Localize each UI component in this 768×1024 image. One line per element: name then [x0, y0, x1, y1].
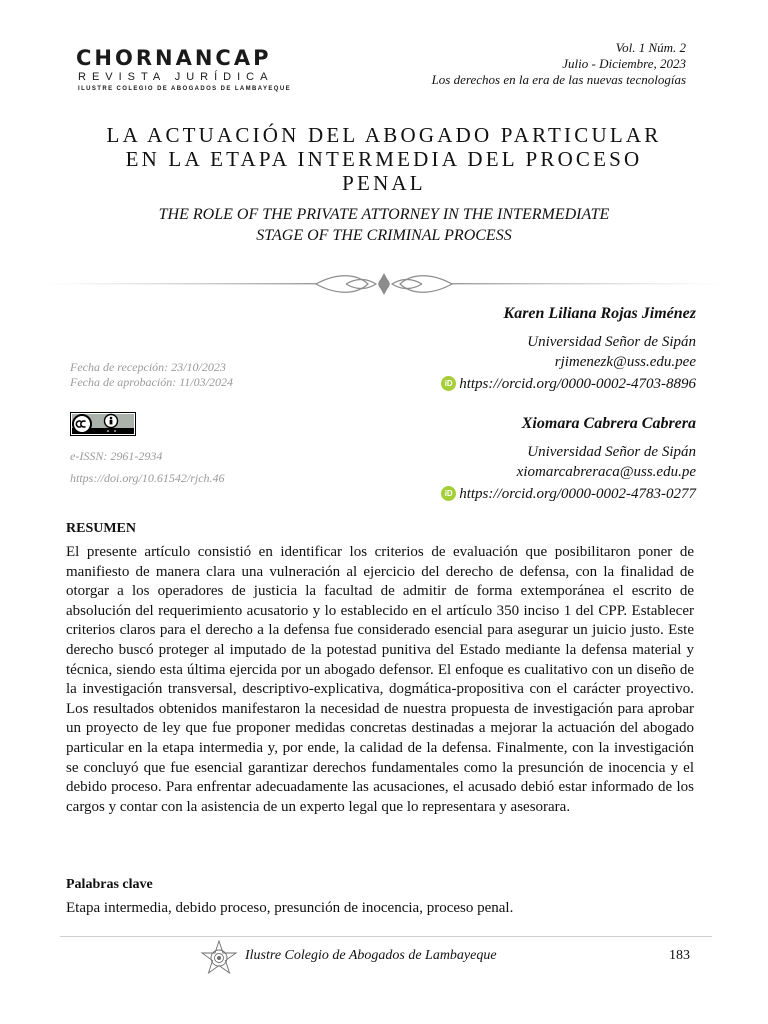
issue-period: Julio - Diciembre, 2023: [562, 56, 686, 71]
journal-publisher-line: ILUSTRE COLEGIO DE ABOGADOS DE LAMBAYEQUE: [78, 86, 291, 92]
orcid-icon: iD: [441, 376, 456, 391]
author-name: Xiomara Cabrera Cabrera: [521, 415, 696, 432]
author-2: [441, 414, 696, 504]
issue-info: [432, 40, 686, 88]
footer-institution: Ilustre Colegio de Abogados de Lambayeque: [245, 948, 497, 963]
keywords-text: Etapa intermedia, debido proceso, presunción de inocencia, proceso penal.: [66, 900, 514, 916]
author-1: [441, 304, 696, 394]
approved-date: Fecha de aprobación: 11/03/2024: [70, 375, 233, 389]
author-name: Karen Liliana Rojas Jiménez: [503, 305, 696, 322]
article-dates: [70, 360, 233, 390]
ornamental-divider: [46, 267, 722, 301]
abstract-heading: RESUMEN: [66, 521, 137, 536]
article-identifiers: [70, 445, 225, 489]
article-title-english-line-1: THE ROLE OF THE PRIVATE ATTORNEY IN THE INTERMEDIATE: [158, 206, 610, 223]
author-email[interactable]: rjimenezk@uss.edu.pee: [554, 354, 696, 370]
received-date: Fecha de recepción: 23/10/2023: [70, 360, 226, 374]
article-title-line-2: EN LA ETAPA INTERMEDIA DEL PROCESO: [125, 147, 643, 171]
author-affiliation: Universidad Señor de Sipán: [527, 444, 696, 460]
article-title-english-line-2: STAGE OF THE CRIMINAL PROCESS: [256, 227, 512, 244]
author-affiliation: Universidad Señor de Sipán: [527, 334, 696, 350]
journal-subtitle: REVISTA JURÍDICA: [78, 71, 274, 83]
author-email[interactable]: xiomarcabreraca@uss.edu.pe: [516, 464, 696, 480]
issue-volume: Vol. 1 Núm. 2: [615, 40, 686, 55]
abstract-text: El presente artículo consistió en identificar los criterios de evaluación que posibilitaron poner de manifiesto de manera clara una vulneración al ejercicio del derecho de defensa, con la finalidad de otorgar a los operadores de justicia la facultad de admitir de forma extemporánea el escrito de absolución del requerimiento acusatorio y lo establecido en el artículo 350 inciso 1 del CPP. Establecer criterios claros para el derecho a la defensa fue considerado esencial para asegurar un juicio justo. Este derecho buscó proteger al imputado de la potestad punitiva del Estado mediante la defensa material y técnica, siendo esta última ejercida por un abogado defensor. El enfoque es cualitativo con un diseño de la investigación transversal, descriptivo-explicativa, dogmática-propositiva con el carácter proyectivo. Los resultados obtenidos manifestaron la necesidad de nuestra propuesta de investigación para aprobar un proyecto de ley que fue proponer medidas concretas destinadas a mejorar la actuación del abogado particular en la etapa intermedia y, por ende, la calidad de la defensa. Finalmente, con la investigación se concluyó que fue esencial garantizar derechos fundamentales como la presunción de inocencia y el debido proceso. Para enfrentar adecuadamente las acusaciones, el acusado debió estar informado de los cargos y contar con la asistencia de un experto legal que lo representara y asesorara.: [66, 544, 694, 815]
doi-link[interactable]: https://doi.org/10.61542/rjch.46: [70, 471, 225, 485]
author-orcid-link[interactable]: https://orcid.org/0000-0002-4783-0277: [459, 485, 696, 502]
article-title-english: [60, 204, 708, 246]
orcid-icon: iD: [441, 486, 456, 501]
page-number: 183: [669, 948, 690, 963]
journal-name: CHORNANCAP: [76, 46, 272, 70]
star-emblem-icon: [200, 939, 238, 977]
issue-theme: Los derechos en la era de las nuevas tecnologías: [431, 72, 686, 87]
article-title: [60, 123, 708, 195]
footer-rule: [60, 936, 712, 937]
article-title-line-1: LA ACTUACIÓN DEL ABOGADO PARTICULAR: [106, 123, 662, 147]
author-orcid-link[interactable]: https://orcid.org/0000-0002-4703-8896: [459, 375, 696, 392]
eissn: e-ISSN: 2961-2934: [70, 449, 163, 463]
article-title-line-3: PENAL: [342, 171, 426, 195]
cc-by-icon: [70, 412, 136, 436]
keywords-heading: Palabras clave: [66, 877, 153, 892]
